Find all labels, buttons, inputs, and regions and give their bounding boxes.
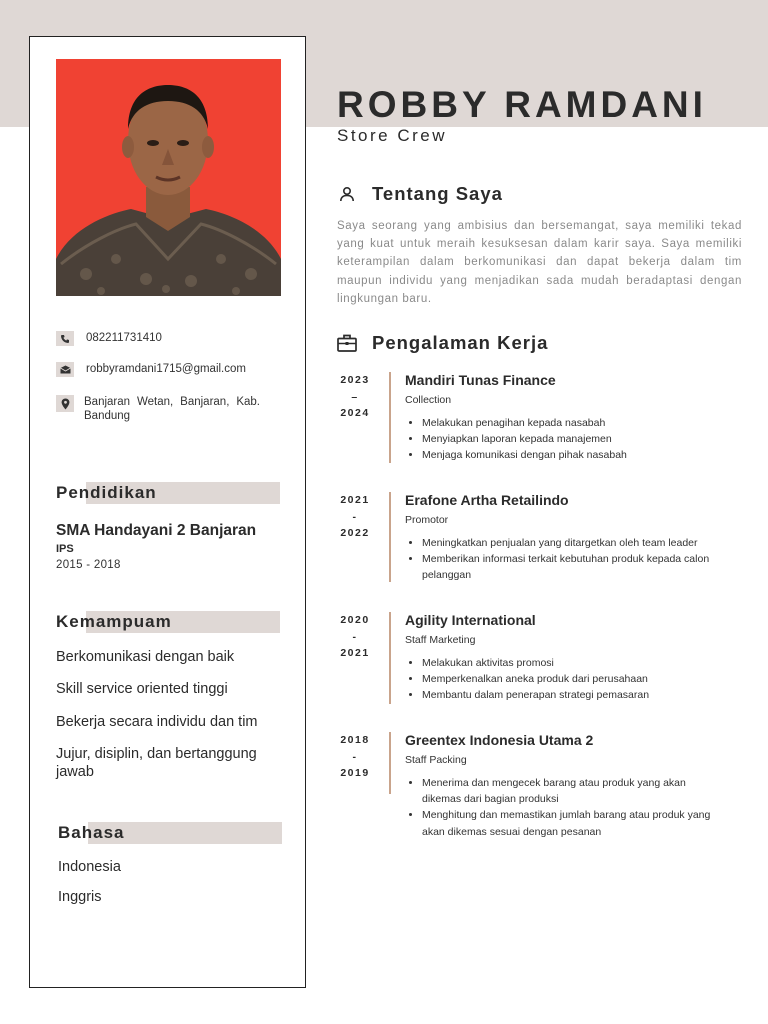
duty-item: • Melakukan penagihan kepada nasabah: [422, 415, 712, 431]
email-address: robbyramdani1715@gmail.com: [86, 363, 246, 375]
profile-photo: [56, 59, 281, 296]
company-name: Greentex Indonesia Utama 2: [405, 732, 594, 748]
phone-icon: [56, 331, 74, 346]
duty-item: • Memperkenalkan aneka produk dari perusahaan: [422, 671, 712, 687]
person-name: ROBBY RAMDANI: [337, 84, 707, 125]
job-years: 2021 - 2022: [340, 494, 370, 539]
job-position: Staff Marketing: [405, 634, 476, 646]
job-position: Staff Packing: [405, 754, 467, 766]
company-name: Erafone Artha Retailindo: [405, 492, 569, 508]
skill-item: Skill service oriented tinggi: [56, 681, 228, 697]
education-heading: Pendidikan: [56, 482, 280, 504]
about-text: Saya seorang yang ambisius dan bersemangat, saya memiliki tekad yang kuat untuk meraih kesuksesan dalam karir saya. Saya memiliki keterampilan dalam berkomunikasi dan dapat bekerja dalam tim maupun individu yang menjadikan sada mudah beradaptasi dengan lingkungan baru.: [337, 220, 742, 305]
duty-item: • Menerima dan mengecek barang atau produk yang akan dikemas dari bagian produksi: [422, 775, 712, 807]
duty-item: • Membantu dalam penerapan strategi pemasaran: [422, 687, 712, 703]
school-name: SMA Handayani 2 Banjaran: [56, 522, 257, 539]
skill-item: Bekerja secara individu dan tim: [56, 714, 258, 730]
company-name: Mandiri Tunas Finance: [405, 372, 556, 388]
duty-list: [422, 775, 712, 840]
duty-item: • Memberikan informasi terkait kebutuhan produk kepada calon pelanggan: [422, 551, 712, 583]
duty-item: • Menghitung dan memastikan jumlah barang atau produk yang akan dikemas sesuai dengan pesanan: [422, 807, 712, 839]
about-heading: Tentang Saya: [337, 183, 503, 205]
location-pin-icon: [56, 395, 74, 412]
job-years: 2020 - 2021: [340, 614, 370, 659]
timeline-line: [389, 612, 391, 704]
job-title: Store Crew: [337, 126, 448, 145]
experience-heading: Pengalaman Kerja: [337, 332, 548, 354]
left-panel: [29, 36, 306, 988]
school-years: 2015 - 2018: [56, 559, 121, 571]
address-text: Banjaran Wetan, Banjaran, Kab. Bandung: [84, 396, 260, 422]
duty-item: • Meningkatkan penjualan yang ditargetkan oleh team leader: [422, 535, 712, 551]
company-name: Agility International: [405, 612, 536, 628]
duty-item: • Menyiapkan laporan kepada manajemen: [422, 431, 712, 447]
skill-item: Berkomunikasi dengan baik: [56, 649, 235, 665]
duty-list: [422, 415, 712, 464]
timeline-line: [389, 492, 391, 582]
mail-icon: [56, 362, 74, 377]
contact-address: [56, 395, 261, 423]
phone-number: 082211731410: [86, 332, 162, 344]
job-years: 2018 - 2019: [340, 734, 370, 779]
duty-list: [422, 535, 712, 584]
duty-item: • Menjaga komunikasi dengan pihak nasabah: [422, 447, 712, 463]
portrait-illustration: [56, 59, 281, 296]
duty-list: [422, 655, 712, 704]
language-item: Indonesia: [58, 859, 121, 875]
languages-heading: Bahasa: [58, 822, 282, 844]
language-item: Inggris: [58, 889, 102, 905]
school-major: IPS: [56, 543, 74, 555]
job-years: 2023 – 2024: [340, 374, 370, 419]
duty-item: • Melakukan aktivitas promosi: [422, 655, 712, 671]
skill-item: Jujur, disiplin, dan bertanggung jawab: [56, 746, 257, 780]
user-icon: [337, 184, 357, 204]
timeline-line: [389, 732, 391, 794]
job-position: Collection: [405, 394, 452, 406]
job-position: Promotor: [405, 514, 449, 526]
timeline-line: [389, 372, 391, 463]
contact-email: [56, 362, 261, 377]
briefcase-icon: [337, 333, 357, 353]
contact-phone: [56, 331, 261, 346]
skills-heading: Kemampuam: [56, 611, 280, 633]
